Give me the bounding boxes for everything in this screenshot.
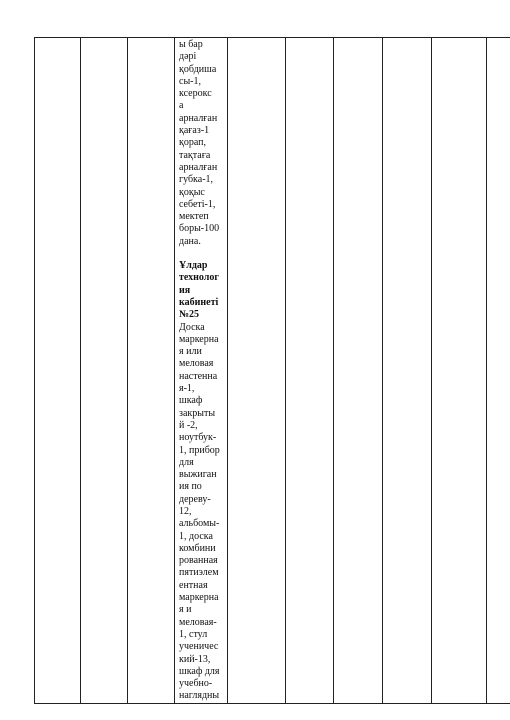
paragraph-gap [179,248,224,260]
equipment-intro [179,39,224,248]
text-line: меловая- [179,616,217,628]
text-line: й -2, [179,419,198,431]
text-line: рованная [179,555,218,567]
text-line: боры-100 [179,223,220,235]
text-line: ноутбук- [179,432,217,444]
text-line: закрыты [179,407,216,419]
equipment-text [175,38,227,703]
room-equipment-list [179,322,224,703]
heading-line: №25 [179,309,200,321]
heading-line: ия [179,284,191,296]
text-line: ентная [179,579,208,591]
text-line: учебно- [179,678,213,690]
text-line: шкаф [179,395,203,407]
text-line: маркерна [179,592,219,604]
heading-line: кабинеті [179,296,219,308]
text-line: для [179,456,194,468]
text-line: настенна [179,370,218,382]
equipment-table [34,37,510,704]
text-line: себеті-1, [179,198,216,210]
text-line: маркерна [179,333,219,345]
text-line: арналған [179,161,218,173]
table-cell-8 [383,38,432,704]
text-line: қобдиша [179,63,217,75]
text-line: дана. [179,235,201,247]
text-line: я или [179,346,202,358]
text-line: губка-1, [179,174,214,186]
text-line: ия по [179,481,202,493]
text-line: кий-13, [179,653,211,665]
text-line: Доска [179,321,205,333]
table-row [35,38,510,704]
table-cell-2 [81,38,128,704]
text-line: тақтаға [179,149,211,161]
text-line: 12, [179,505,192,517]
text-line: меловая [179,358,214,370]
text-line: дереву- [179,493,211,505]
text-line: а [179,100,184,112]
table-cell-equipment [175,38,228,704]
text-line: ы бар [179,39,203,50]
text-line: сы-1, [179,75,201,87]
text-line: мектеп [179,211,209,223]
table-cell-1 [35,38,81,704]
text-line: қағаз-1 [179,125,210,137]
text-line: 1, доска [179,530,213,542]
text-line: я-1, [179,383,195,395]
text-line: шкаф для [179,665,220,677]
table-cell-3 [128,38,175,704]
room-heading [179,260,224,321]
heading-line: технолог [179,272,219,284]
text-line: пятиэлем [179,567,219,579]
text-line: ученичес [179,641,219,653]
table-cell-6 [286,38,334,704]
table-cell-7 [334,38,383,704]
text-line: дәрі [179,51,197,63]
text-line: 1, стул [179,628,208,640]
text-line: қорап, [179,137,207,149]
text-line: ксерокс [179,88,212,100]
table-cell-9 [432,38,487,704]
text-line: я и [179,604,192,616]
text-line: комбини [179,542,216,554]
text-line: наглядны [179,690,220,702]
table-cell-5 [228,38,286,704]
table-cell-10 [487,38,510,704]
text-line: альбомы- [179,518,220,530]
heading-line: Ұлдар [179,260,208,272]
text-line: 1, прибор [179,444,220,456]
text-line: қоқыс [179,186,205,198]
text-line: выжиган [179,469,217,481]
text-line: арналған [179,112,218,124]
